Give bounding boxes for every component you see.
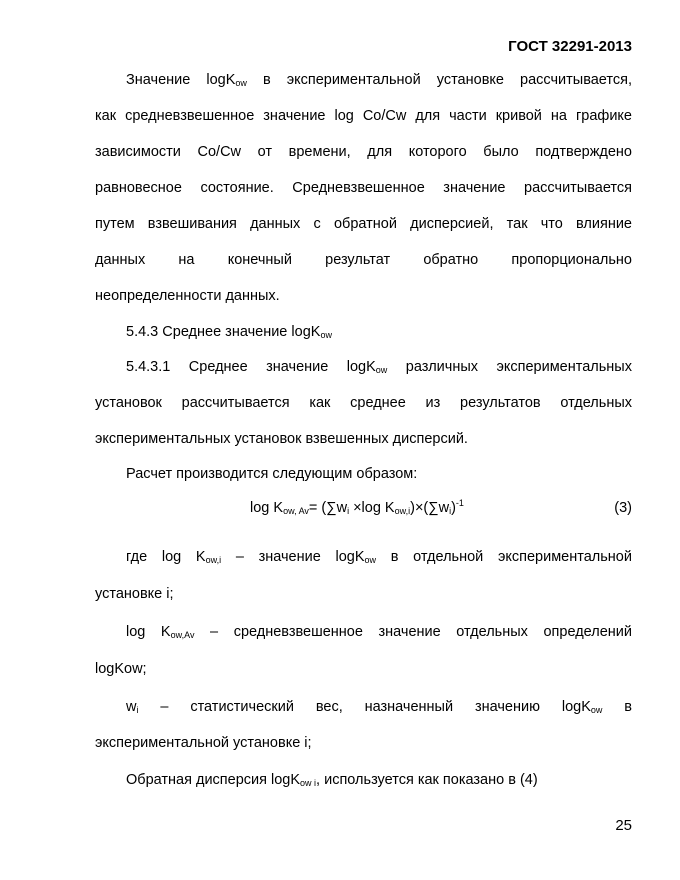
where-1-line-1: где $\log K_{ow,i}$ – значение logK$_{ow}$ в отдельной экспериментальной — [126, 549, 632, 565]
section-5431-line-1: 5.4.3.1 Среднее значение logK$_{ow}$ различных экспериментальных — [126, 359, 632, 375]
where-3-line-2: экспериментальной установке i; — [95, 735, 312, 751]
where-2-line-2: logKow; — [95, 661, 147, 677]
para1-line-6: данных на конечный результат обратно пропорционально — [95, 252, 632, 268]
section-5431-line-3: экспериментальных установок взвешенных дисперсий. — [95, 431, 468, 447]
para1-line-3: зависимости Co/Cw от времени, для которого было подтверждено — [95, 144, 632, 160]
standard-header: ГОСТ 32291-2013 — [508, 38, 632, 55]
para1-line-5: путем взвешивания данных с обратной дисперсией, так что влияние — [95, 216, 632, 232]
formula-3: $\log K_{ow, Av}= (\sum w_i \times\log$ $K_{ow,i})\times(\sum w_i)^{-1}$ — [250, 498, 464, 516]
para1-line-4: равновесное состояние. Средневзвешенное значение рассчитывается — [95, 180, 632, 196]
section-5431-line-2: установок рассчитывается как среднее из результатов отдельных — [95, 395, 632, 411]
page-number: 25 — [615, 817, 632, 834]
where-3-line-1: $w_i$ – статистический вес, назначенный значению logK$_{ow}$ в — [126, 699, 632, 715]
calc-intro: Расчет производится следующим образом: — [126, 466, 418, 482]
para1-line-2: как средневзвешенное значение log Co/Cw для части кривой на графике — [95, 108, 632, 124]
para1-line-1: Значение logK$_{ow}$ в экспериментальной установке рассчитывается, — [126, 72, 632, 88]
formula-number: (3) — [614, 500, 632, 516]
where-2-line-1: $\log K_{ow,Av}$ – средневзвешенное значение отдельных определений — [126, 624, 632, 640]
para1-line-7: неопределенности данных. — [95, 288, 280, 304]
where-1-line-2: установке i; — [95, 586, 174, 602]
final-line: Обратная дисперсия logK$_{ow i}$, используется как показано в (4) — [126, 772, 538, 788]
section-543-heading: 5.4.3 Среднее значение logK$_{ow}$ — [126, 324, 332, 340]
